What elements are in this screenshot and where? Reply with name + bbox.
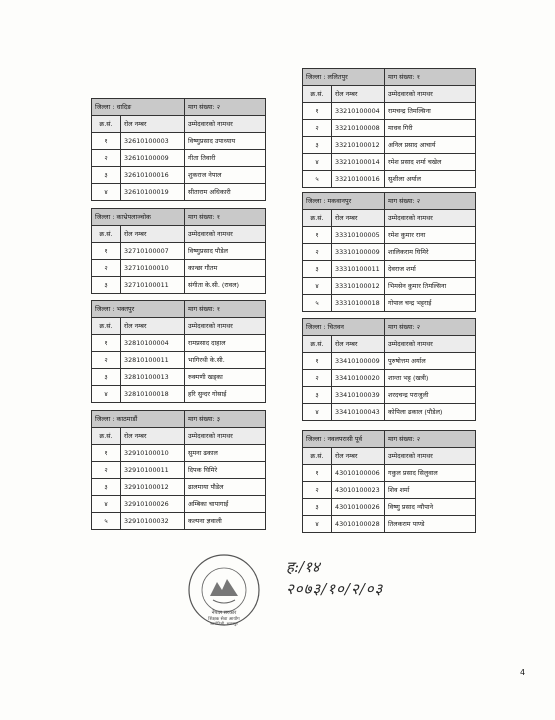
cell-roll: 33410100043 [332, 404, 385, 421]
col-name: उम्मेदवारको नामथर [185, 428, 266, 445]
demand-count: माग संख्या: ३ [185, 411, 266, 428]
table-header [92, 301, 266, 318]
cell-sn: ३ [92, 479, 121, 496]
cell-name: देवराज शर्मा [385, 261, 476, 278]
table-header [92, 209, 266, 226]
stamp-line2: शिक्षक सेवा आयोग [208, 617, 240, 622]
col-sn: क्र.सं. [303, 86, 332, 103]
cell-roll: 33310100012 [332, 278, 385, 295]
table-row [92, 167, 266, 184]
cell-name: शालिकराम घिमिरे [385, 244, 476, 261]
col-name: उम्मेदवारको नामथर [185, 226, 266, 243]
col-roll: रोल नम्बर [332, 336, 385, 353]
district-label: जिल्ला : चितवन [303, 319, 385, 336]
cell-name: शान्ता भट्ट (खत्री) [385, 370, 476, 387]
cell-sn: ३ [92, 277, 121, 294]
col-name: उम्मेदवारको नामथर [385, 86, 476, 103]
cell-name: विष्णुप्रसाद पौडेल [185, 243, 266, 260]
col-roll: रोल नम्बर [121, 318, 185, 335]
cell-sn: ४ [303, 154, 332, 171]
column-headers [303, 210, 476, 227]
cell-roll: 33210100004 [332, 103, 385, 120]
cell-name: अम्बिका चापागाईं [185, 496, 266, 513]
district-label: जिल्ला : धादिङ [92, 99, 185, 116]
cell-roll: 33310100011 [332, 261, 385, 278]
cell-name: रमेश प्रसाद शर्मा चखेल [385, 154, 476, 171]
column-headers [92, 226, 266, 243]
signature-date: २०७३/१०/२/०३ [286, 580, 384, 598]
cell-roll: 33410100009 [332, 353, 385, 370]
demand-count: माग संख्या: २ [385, 319, 476, 336]
table-makwanpur [302, 192, 476, 312]
cell-name: पुरुषोत्तम अर्याल [385, 353, 476, 370]
table-row [92, 352, 266, 369]
cell-roll: 32710100011 [121, 277, 185, 294]
cell-name: दिपक घिमिरे [185, 462, 266, 479]
cell-roll: 33410100020 [332, 370, 385, 387]
cell-name: ढालमाया पौडेल [185, 479, 266, 496]
table-row [303, 137, 476, 154]
cell-roll: 43010100006 [332, 465, 385, 482]
col-roll: रोल नम्बर [121, 428, 185, 445]
cell-name: रामचन्द्र तिमल्सिना [385, 103, 476, 120]
col-sn: क्र.सं. [92, 116, 121, 133]
cell-name: अनिल प्रसाद आचार्य [385, 137, 476, 154]
col-name: उम्मेदवारको नामथर [385, 336, 476, 353]
col-sn: क्र.सं. [92, 428, 121, 445]
cell-roll: 32910100026 [121, 496, 185, 513]
cell-sn: ३ [92, 369, 121, 386]
district-label: जिल्ला : भक्तपुर [92, 301, 185, 318]
cell-sn: २ [92, 260, 121, 277]
cell-name: कान्छा गौतम [185, 260, 266, 277]
cell-sn: २ [303, 370, 332, 387]
cell-name: सीताराम अधिकारी [185, 184, 266, 201]
signature [286, 557, 383, 599]
cell-sn: ३ [303, 499, 332, 516]
cell-roll: 33310100009 [332, 244, 385, 261]
cell-roll: 43010100023 [332, 482, 385, 499]
table-header [92, 99, 266, 116]
cell-sn: ३ [303, 387, 332, 404]
cell-roll: 33210100014 [332, 154, 385, 171]
cell-sn: ४ [303, 404, 332, 421]
cell-sn: ३ [303, 261, 332, 278]
cell-name: तिलकराम पाण्डे [385, 516, 476, 533]
district-label: जिल्ला : काभ्रेपलाञ्चोक [92, 209, 185, 226]
table-row [92, 445, 266, 462]
col-roll: रोल नम्बर [121, 226, 185, 243]
table-row [92, 369, 266, 386]
col-roll: रोल नम्बर [332, 448, 385, 465]
demand-count: माग संख्या: २ [385, 193, 476, 210]
cell-sn: ५ [303, 295, 332, 312]
cell-sn: ५ [303, 171, 332, 188]
demand-count: माग संख्या: १ [385, 69, 476, 86]
cell-name: भिमसेन कुमार तिमल्सिना [385, 278, 476, 295]
col-name: उम्मेदवारको नामथर [185, 318, 266, 335]
office-stamp-icon [186, 552, 262, 628]
demand-count: माग संख्या: १ [185, 209, 266, 226]
cell-name: हरि सुन्दर गोसाई [185, 386, 266, 403]
col-sn: क्र.सं. [303, 210, 332, 227]
cell-sn: १ [303, 353, 332, 370]
cell-sn: ५ [92, 513, 121, 530]
cell-name: माधव गिरी [385, 120, 476, 137]
table-row [92, 260, 266, 277]
cell-name: रामप्रसाद दाहाल [185, 335, 266, 352]
cell-roll: 32710100007 [121, 243, 185, 260]
cell-sn: २ [303, 482, 332, 499]
col-sn: क्र.सं. [92, 226, 121, 243]
table-chitwan [302, 318, 476, 421]
col-name: उम्मेदवारको नामथर [385, 448, 476, 465]
cell-sn: ४ [303, 278, 332, 295]
column-headers [92, 116, 266, 133]
table-row [303, 171, 476, 188]
cell-name: शिव शर्मा [385, 482, 476, 499]
stamp-line3: सानोठिमी, भक्तपुर [210, 621, 238, 626]
cell-sn: १ [92, 335, 121, 352]
cell-name: संगीता के.सी. (रावल) [185, 277, 266, 294]
cell-roll: 43010100026 [332, 499, 385, 516]
cell-sn: ४ [92, 496, 121, 513]
table-row [92, 277, 266, 294]
cell-roll: 33210100008 [332, 120, 385, 137]
cell-name: गीता तिवारी [185, 150, 266, 167]
cell-roll: 32610100019 [121, 184, 185, 201]
table-row [303, 465, 476, 482]
cell-sn: १ [92, 243, 121, 260]
table-row [303, 244, 476, 261]
cell-roll: 32910100032 [121, 513, 185, 530]
cell-roll: 32910100010 [121, 445, 185, 462]
table-row [303, 227, 476, 244]
demand-count: माग संख्या: २ [185, 99, 266, 116]
cell-sn: २ [303, 244, 332, 261]
cell-sn: ४ [303, 516, 332, 533]
table-kathmandu [91, 410, 266, 530]
table-header [303, 69, 476, 86]
table-row [303, 482, 476, 499]
cell-name: विष्णुप्रसाद उपाध्याय [185, 133, 266, 150]
cell-name: गकुल प्रसाद सिलुवाल [385, 465, 476, 482]
table-header [92, 411, 266, 428]
demand-count: माग संख्या: २ [385, 431, 476, 448]
cell-roll: 32810100018 [121, 386, 185, 403]
cell-roll: 32810100011 [121, 352, 185, 369]
col-roll: रोल नम्बर [332, 210, 385, 227]
cell-sn: १ [92, 445, 121, 462]
table-row [92, 462, 266, 479]
cell-sn: ४ [92, 184, 121, 201]
cell-name: शरदचन्द्र पराजुली [385, 387, 476, 404]
cell-name: कल्पना ज्ञवाली [185, 513, 266, 530]
table-row [303, 154, 476, 171]
page-number: 4 [520, 668, 526, 677]
cell-roll: 33310100018 [332, 295, 385, 312]
table-row [303, 103, 476, 120]
cell-sn: १ [303, 103, 332, 120]
district-label: जिल्ला : ललितपुर [303, 69, 385, 86]
column-headers [92, 428, 266, 445]
table-row [303, 278, 476, 295]
table-kavrepalanchok [91, 208, 266, 294]
cell-sn: २ [92, 462, 121, 479]
cell-sn: ३ [92, 167, 121, 184]
table-row [92, 335, 266, 352]
cell-name: भागिरथी के.सी. [185, 352, 266, 369]
column-headers [92, 318, 266, 335]
table-header [303, 319, 476, 336]
col-name: उम्मेदवारको नामथर [385, 210, 476, 227]
col-roll: रोल नम्बर [121, 116, 185, 133]
table-row [303, 353, 476, 370]
table-row [303, 404, 476, 421]
table-header [303, 193, 476, 210]
table-bhaktapur [91, 300, 266, 403]
cell-roll: 33210100012 [332, 137, 385, 154]
cell-roll: 32610100016 [121, 167, 185, 184]
cell-name: कोपिला ढकाल (पौडेल) [385, 404, 476, 421]
col-sn: क्र.सं. [92, 318, 121, 335]
cell-roll: 32810100013 [121, 369, 185, 386]
stamp-line1: नेपाल सरकार [211, 610, 237, 616]
col-roll: रोल नम्बर [332, 86, 385, 103]
table-row [303, 295, 476, 312]
cell-name: गोपाल चन्द्र भट्टराई [385, 295, 476, 312]
cell-roll: 43010100028 [332, 516, 385, 533]
table-row [92, 133, 266, 150]
cell-sn: २ [92, 352, 121, 369]
cell-sn: ४ [92, 386, 121, 403]
table-row [303, 516, 476, 533]
district-label: जिल्ला : नवलपरासी पूर्व [303, 431, 385, 448]
district-label: जिल्ला : मकवानपुर [303, 193, 385, 210]
table-nawalparasi-east [302, 430, 476, 533]
cell-sn: १ [303, 465, 332, 482]
cell-sn: ३ [303, 137, 332, 154]
cell-sn: १ [92, 133, 121, 150]
cell-roll: 33210100016 [332, 171, 385, 188]
table-row [92, 243, 266, 260]
table-lalitpur [302, 68, 476, 188]
demand-count: माग संख्या: १ [185, 301, 266, 318]
cell-roll: 32810100004 [121, 335, 185, 352]
cell-roll: 33410100039 [332, 387, 385, 404]
column-headers [303, 336, 476, 353]
col-sn: क्र.सं. [303, 336, 332, 353]
cell-name: शुकराज नेपाल [185, 167, 266, 184]
table-row [92, 386, 266, 403]
cell-roll: 33310100005 [332, 227, 385, 244]
cell-roll: 32910100011 [121, 462, 185, 479]
cell-sn: १ [303, 227, 332, 244]
col-sn: क्र.सं. [303, 448, 332, 465]
cell-roll: 32610100009 [121, 150, 185, 167]
table-row [92, 150, 266, 167]
cell-name: विष्णु प्रसाद न्यौपाने [385, 499, 476, 516]
cell-name: सुशीला अर्याल [385, 171, 476, 188]
table-row [92, 479, 266, 496]
table-row [303, 387, 476, 404]
cell-name: रमेश कुमार राना [385, 227, 476, 244]
column-headers [303, 448, 476, 465]
signature-line1: ह:/१४ [286, 558, 320, 576]
table-row [303, 261, 476, 278]
table-row [303, 499, 476, 516]
column-headers [303, 86, 476, 103]
district-label: जिल्ला : काठमाडौं [92, 411, 185, 428]
cell-roll: 32710100010 [121, 260, 185, 277]
table-row [303, 120, 476, 137]
table-row [303, 370, 476, 387]
table-header [303, 431, 476, 448]
cell-name: रुक्मणी खड्का [185, 369, 266, 386]
cell-roll: 32910100012 [121, 479, 185, 496]
table-row [92, 184, 266, 201]
cell-roll: 32610100003 [121, 133, 185, 150]
table-dhading [91, 98, 266, 201]
table-row [92, 513, 266, 530]
cell-sn: २ [303, 120, 332, 137]
cell-name: सुमना ढकाल [185, 445, 266, 462]
col-name: उम्मेदवारको नामथर [185, 116, 266, 133]
cell-sn: २ [92, 150, 121, 167]
table-row [92, 496, 266, 513]
